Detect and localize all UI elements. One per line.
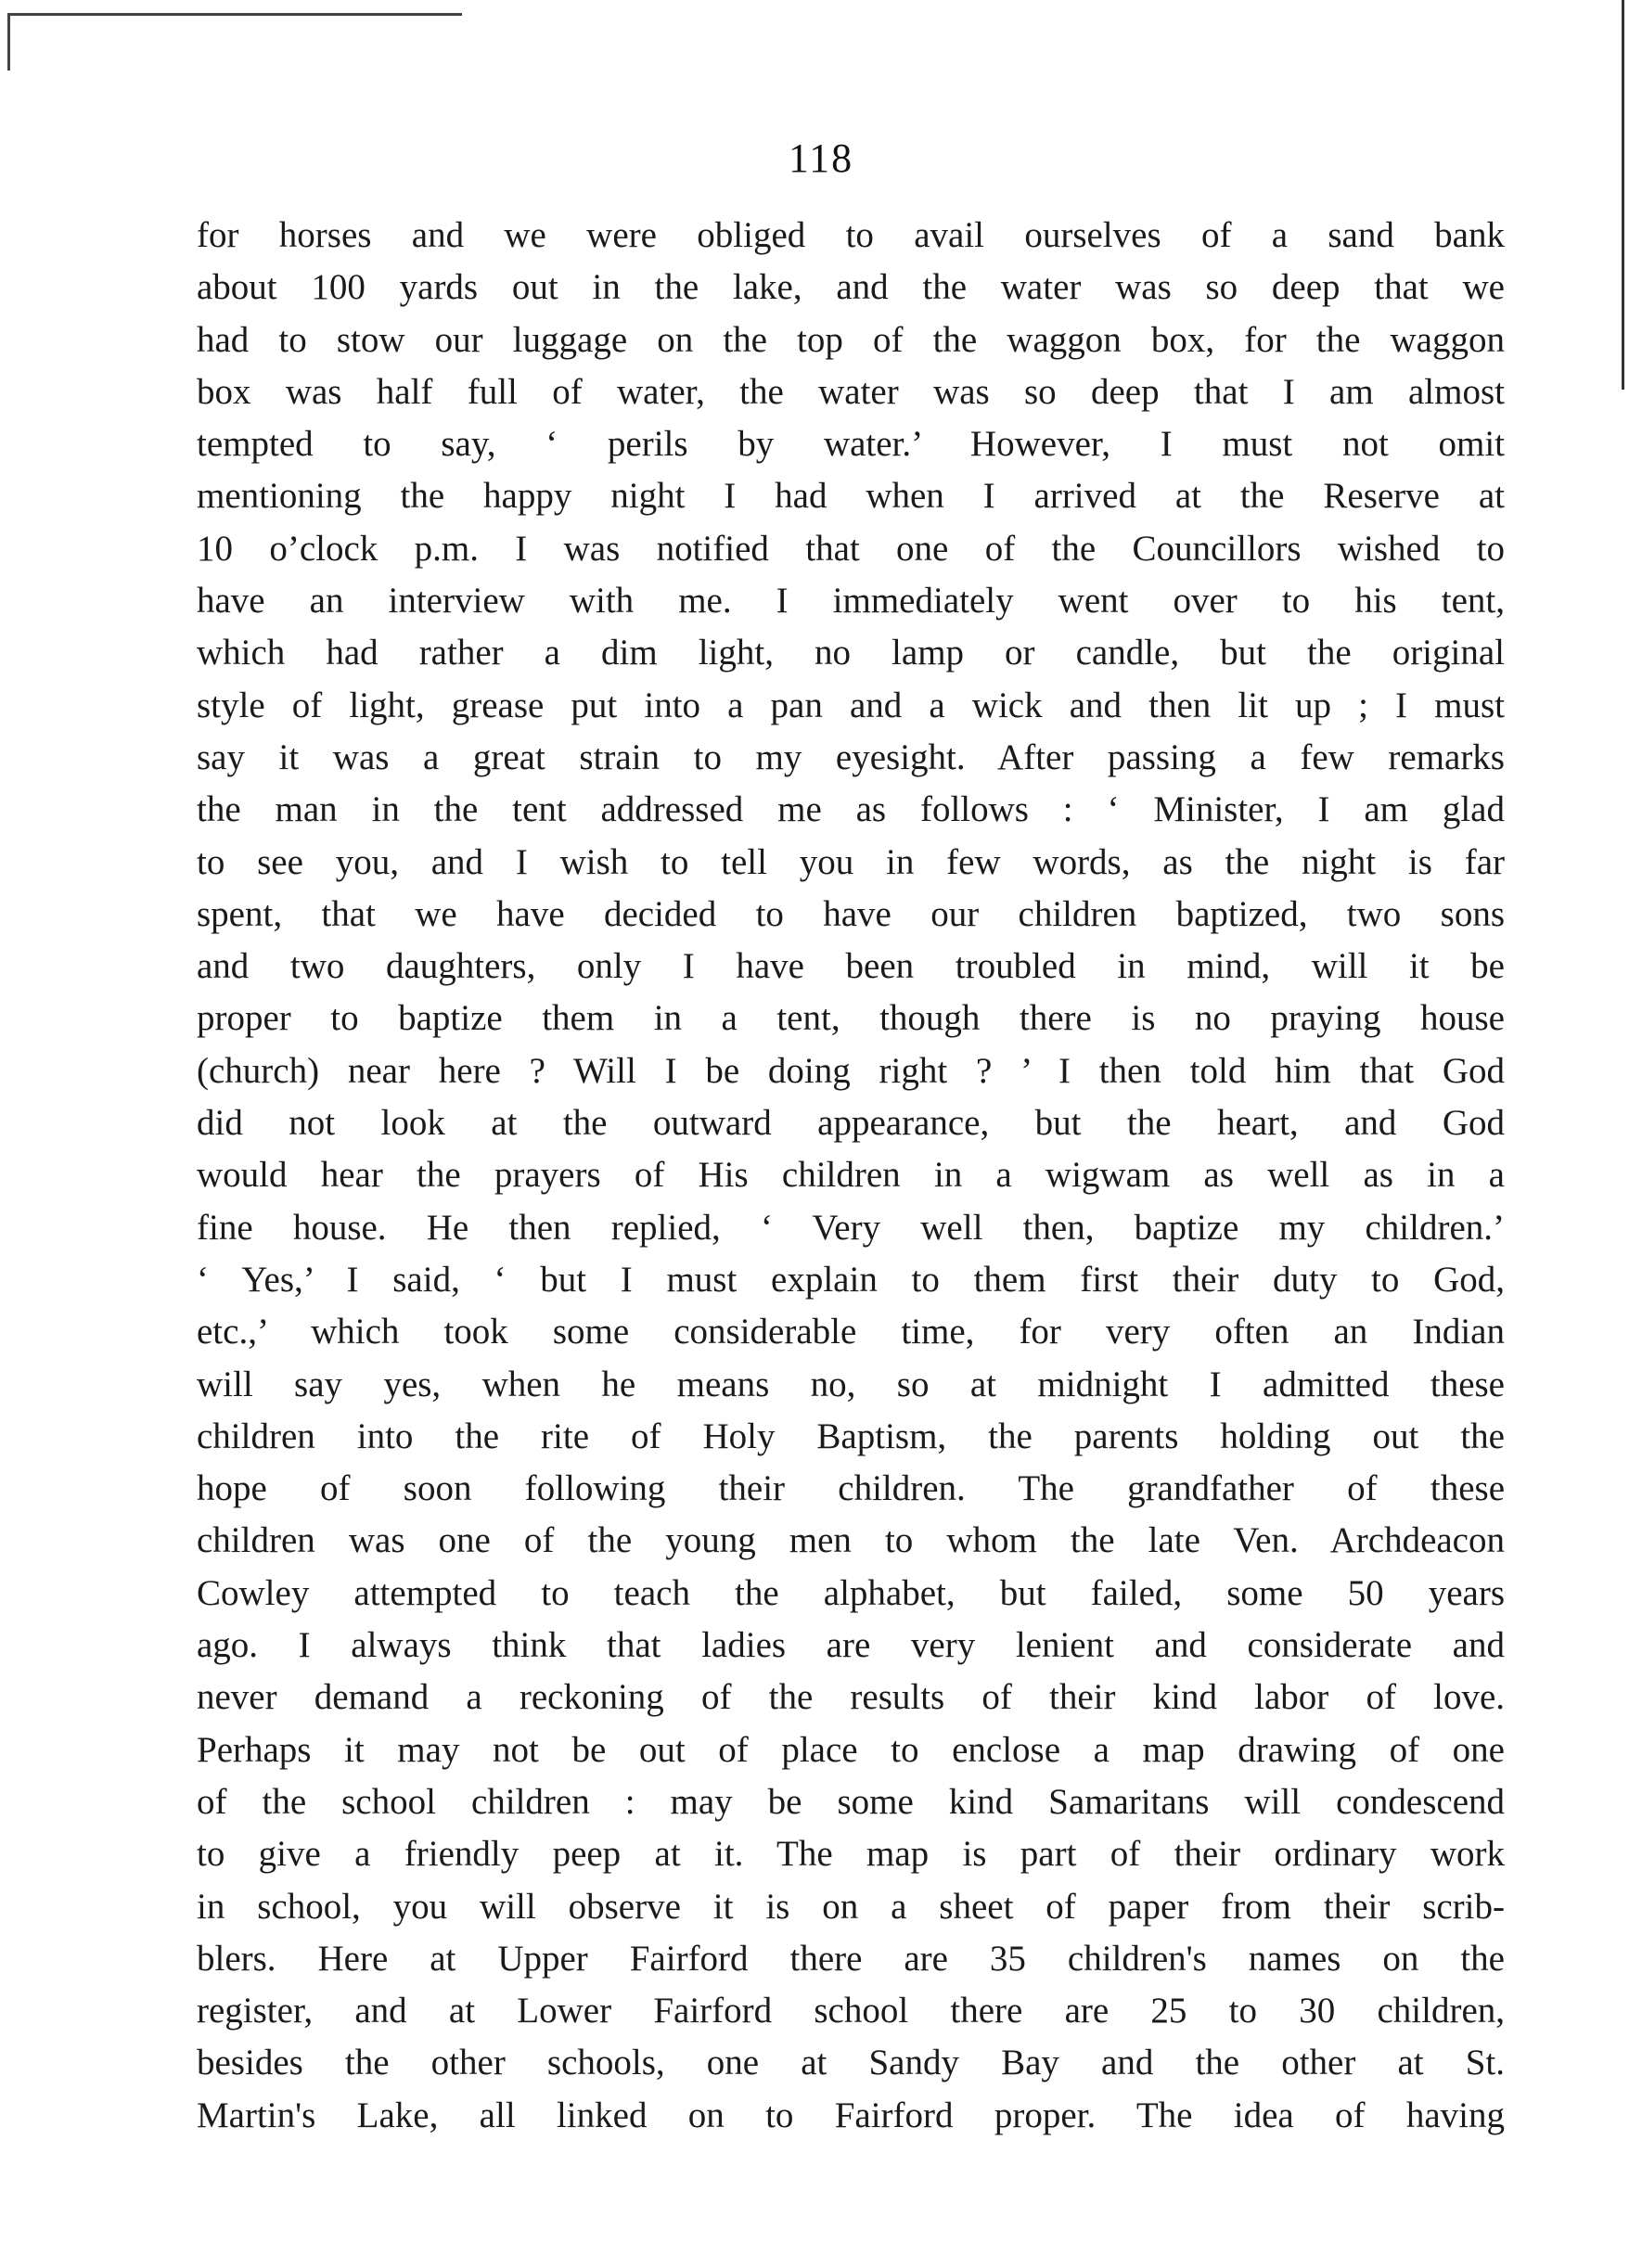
text-line: Perhaps it may not be out of place to enclose a map drawing of one [197, 1729, 1505, 1770]
text-line: spent, that we have decided to have our children baptized, two sons [197, 893, 1505, 934]
text-line: hope of soon following their children. The grandfather of these [197, 1468, 1505, 1509]
scan-edge-line-top [7, 13, 462, 16]
text-line: box was half full of water, the water was so deep that I am almost [197, 371, 1505, 412]
text-line: Cowley attempted to teach the alphabet, but failed, some 50 years [197, 1572, 1505, 1613]
text-line: children was one of the young men to whom the late Ven. Archdeacon [197, 1520, 1505, 1561]
text-line: Martin's Lake, all linked on to Fairford proper. The idea of having [197, 2095, 1505, 2135]
text-line: (church) near here ? Will I be doing right ? ’ I then told him that God [197, 1050, 1505, 1091]
text-line: never demand a reckoning of the results of their kind labor of love. [197, 1677, 1505, 1718]
text-line: would hear the prayers of His children in a wigwam as well as in a [197, 1155, 1505, 1196]
body-text [197, 210, 1505, 2142]
text-line: register, and at Lower Fairford school there are 25 to 30 children, [197, 1991, 1505, 2031]
text-line: about 100 yards out in the lake, and the water was so deep that we [197, 267, 1505, 308]
text-line: the man in the tent addressed me as follows : ‘ Minister, I am glad [197, 789, 1505, 830]
text-line: ago. I always think that ladies are very lenient and considerate and [197, 1625, 1505, 1666]
text-line: say it was a great strain to my eyesight. After passing a few remarks [197, 737, 1505, 777]
text-line: had to stow our luggage on the top of the waggon box, for the waggon [197, 319, 1505, 360]
text-line: of the school children : may be some kind Samaritans will condescend [197, 1781, 1505, 1822]
text-line: and two daughters, only I have been troubled in mind, will it be [197, 946, 1505, 987]
text-line: tempted to say, ‘ perils by water.’ However, I must not omit [197, 424, 1505, 465]
scan-edge-mark-left [7, 13, 10, 70]
text-line: children into the rite of Holy Baptism, the parents holding out the [197, 1416, 1505, 1456]
text-line: proper to baptize them in a tent, though there is no praying house [197, 998, 1505, 1039]
text-line: to give a friendly peep at it. The map is part of their ordinary work [197, 1834, 1505, 1875]
text-line: blers. Here at Upper Fairford there are 35 children's names on the [197, 1938, 1505, 1979]
text-line: besides the other schools, one at Sandy Bay and the other at St. [197, 2043, 1505, 2083]
text-line: fine house. He then replied, ‘ Very well then, baptize my children.’ [197, 1207, 1505, 1248]
text-line: will say yes, when he means no, so at midnight I admitted these [197, 1364, 1505, 1404]
text-line: for horses and we were obliged to avail ourselves of a sand bank [197, 215, 1505, 255]
text-line: etc.,’ which took some considerable time, for very often an Indian [197, 1312, 1505, 1352]
text-line: to see you, and I wish to tell you in few words, as the night is far [197, 841, 1505, 882]
text-line: did not look at the outward appearance, but the heart, and God [197, 1103, 1505, 1144]
text-line: mentioning the happy night I had when I arrived at the Reserve at [197, 476, 1505, 517]
text-line: ‘ Yes,’ I said, ‘ but I must explain to them first their duty to God, [197, 1259, 1505, 1300]
text-line: which had rather a dim light, no lamp or candle, but the original [197, 633, 1505, 673]
page-number: 118 [788, 135, 854, 181]
text-line: 10 o’clock p.m. I was notified that one of the Councillors wished to [197, 528, 1505, 569]
text-line: style of light, grease put into a pan and a wick and then lit up ; I must [197, 685, 1505, 725]
scan-edge-line-right [1622, 0, 1624, 390]
text-line: have an interview with me. I immediately went over to his tent, [197, 581, 1505, 621]
text-line: in school, you will observe it is on a sheet of paper from their scrib- [197, 1886, 1505, 1927]
